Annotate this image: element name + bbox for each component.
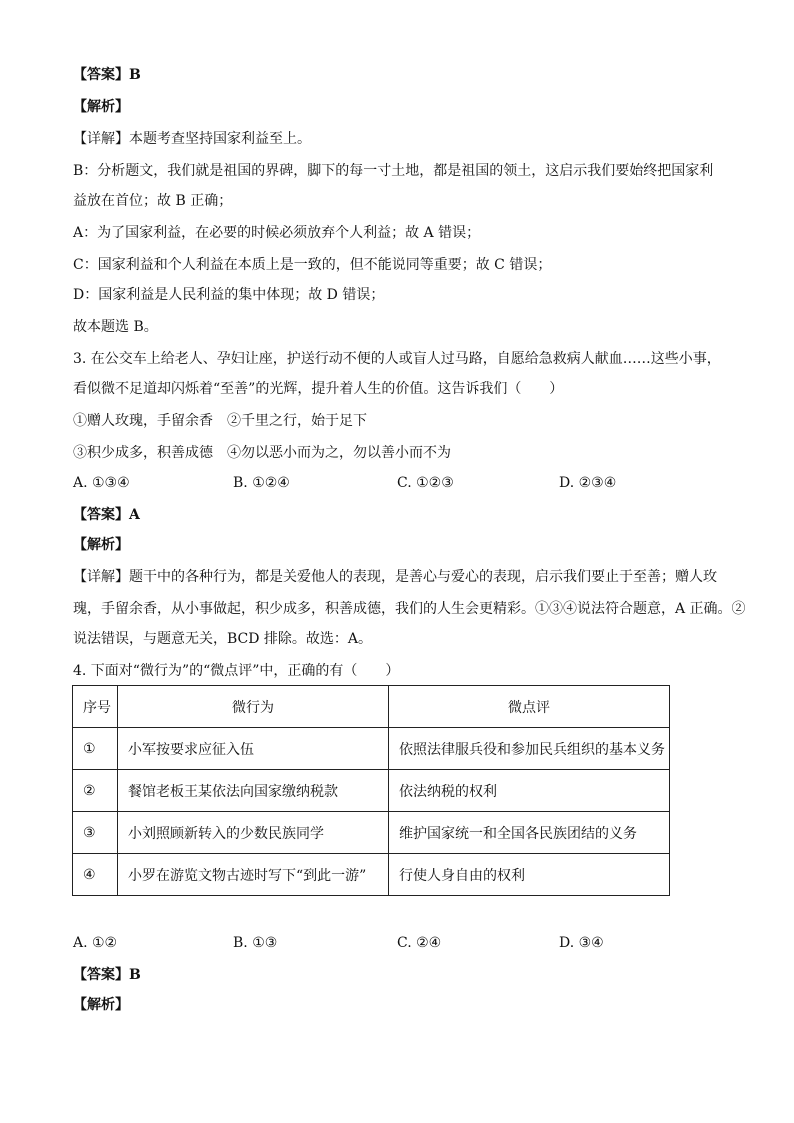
q4-option-b: B. ①③ — [233, 935, 278, 951]
table-header-row — [73, 686, 670, 728]
q4-option-c: C. ②④ — [397, 935, 442, 951]
q4-answer: 【答案】B — [73, 967, 141, 983]
q2-line: B：分析题文，我们就是祖国的界碑，脚下的每一寸土地，都是祖国的领土，这启示我们要始终把国家利 — [73, 163, 714, 179]
q3-stem: 3. 在公交车上给老人、孕妇让座，护送行动不便的人或盲人过马路，自愿给急救病人献血……这些小事， — [73, 351, 721, 367]
table-cell: ② — [73, 770, 118, 812]
q2-detail: 【详解】本题考查坚持国家利益至上。 — [73, 131, 311, 147]
table-cell: 小刘照顾新转入的少数民族同学 — [118, 812, 389, 854]
q4-table — [72, 685, 670, 896]
table-row — [73, 770, 670, 812]
table-header-cell: 序号 — [73, 686, 118, 728]
table-row — [73, 812, 670, 854]
table-cell: ① — [73, 728, 118, 770]
table-cell: 维护国家统一和全国各民族团结的义务 — [389, 812, 670, 854]
q2-line: C：国家利益和个人利益在本质上是一致的，但不能说同等重要；故 C 错误； — [73, 257, 552, 273]
table-cell: 小军按要求应征入伍 — [118, 728, 389, 770]
q4-option-d: D. ③④ — [559, 935, 604, 951]
q2-line: A：为了国家利益，在必要的时候必须放弃个人利益；故 A 错误； — [73, 225, 481, 241]
q3-option-a: A. ①③④ — [73, 475, 130, 491]
table-row — [73, 854, 670, 896]
q3-option-d: D. ②③④ — [559, 475, 617, 491]
table-cell: ④ — [73, 854, 118, 896]
table-header-cell: 微行为 — [118, 686, 389, 728]
q2-answer: 【答案】B — [73, 67, 141, 83]
q3-statement: ①赠人玫瑰，手留余香 ②千里之行，始于足下 — [73, 413, 367, 429]
q3-detail: 瑰，手留余香，从小事做起，积少成多，积善成德，我们的人生会更精彩。①③④说法符合题意，A 正确。② — [73, 601, 746, 617]
q2-line: 故本题选 B。 — [73, 319, 158, 335]
table-cell: 依法纳税的权利 — [389, 770, 670, 812]
q3-detail: 说法错误，与题意无关，BCD 排除。故选：A。 — [73, 631, 373, 647]
table-cell: 行使人身自由的权利 — [389, 854, 670, 896]
q2-analysis-label: 【解析】 — [73, 99, 129, 115]
q4-analysis-label: 【解析】 — [73, 997, 129, 1013]
table-header-cell: 微点评 — [389, 686, 670, 728]
table-cell: 餐馆老板王某依法向国家缴纳税款 — [118, 770, 389, 812]
q3-stem: 看似微不足道却闪烁着“至善”的光辉，提升着人生的价值。这告诉我们（ ） — [73, 381, 564, 397]
q3-statement: ③积少成多，积善成德 ④勿以恶小而为之，勿以善小而不为 — [73, 445, 451, 461]
table-cell: 小罗在游览文物古迹时写下“到此一游” — [118, 854, 389, 896]
table-cell: 依照法律服兵役和参加民兵组织的基本义务 — [389, 728, 670, 770]
q4-stem: 4. 下面对“微行为”的“微点评”中，正确的有（ ） — [73, 663, 400, 679]
q2-line: 益放在首位；故 B 正确； — [73, 193, 233, 209]
table-row — [73, 728, 670, 770]
q3-option-c: C. ①②③ — [397, 475, 454, 491]
q3-detail: 【详解】题干中的各种行为，都是关爱他人的表现，是善心与爱心的表现，启示我们要止于至善；赠人玫 — [73, 569, 717, 585]
q4-option-a: A. ①② — [73, 935, 118, 951]
q2-line: D：国家利益是人民利益的集中体现；故 D 错误； — [73, 287, 385, 303]
q3-option-b: B. ①②④ — [233, 475, 290, 491]
q3-analysis-label: 【解析】 — [73, 537, 129, 553]
table-cell: ③ — [73, 812, 118, 854]
q3-answer: 【答案】A — [73, 507, 140, 523]
